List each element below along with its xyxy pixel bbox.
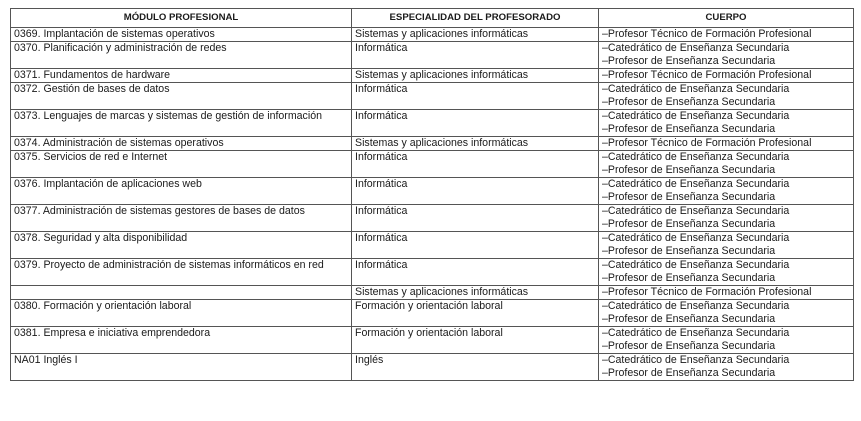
cell-especialidad: Informática [352, 42, 599, 69]
cell-cuerpo [599, 354, 854, 381]
cell-especialidad: Informática [352, 178, 599, 205]
header-modulo: MÓDULO PROFESIONAL [11, 9, 352, 28]
cuerpo-line: –Profesor de Enseñanza Secundaria [602, 366, 776, 379]
cell-cuerpo [599, 83, 854, 110]
cell-modulo: 0374. Administración de sistemas operativos [11, 137, 352, 151]
cell-especialidad: Informática [352, 205, 599, 232]
table-row [11, 354, 854, 381]
cell-cuerpo [599, 327, 854, 354]
cell-modulo: 0379. Proyecto de administración de sistemas informáticos en red [11, 259, 352, 286]
table-row [11, 300, 854, 327]
cuerpo-line: –Catedrático de Enseñanza Secundaria [602, 259, 790, 271]
cuerpo-line: –Catedrático de Enseñanza Secundaria [602, 327, 790, 339]
cell-especialidad: Sistemas y aplicaciones informáticas [352, 286, 599, 300]
header-especialidad: ESPECIALIDAD DEL PROFESORADO [352, 9, 599, 28]
cuerpo-line: –Profesor de Enseñanza Secundaria [602, 217, 776, 230]
cuerpo-line: –Catedrático de Enseñanza Secundaria [602, 300, 790, 312]
table-row [11, 259, 854, 286]
cuerpo-line: –Profesor de Enseñanza Secundaria [602, 95, 776, 108]
cuerpo-line: –Catedrático de Enseñanza Secundaria [602, 42, 790, 54]
cell-modulo: 0380. Formación y orientación laboral [11, 300, 352, 327]
cell-especialidad: Informática [352, 259, 599, 286]
cuerpo-line: –Profesor Técnico de Formación Profesional [602, 137, 812, 149]
cell-modulo [11, 286, 352, 300]
cell-cuerpo [599, 205, 854, 232]
cell-modulo: 0372. Gestión de bases de datos [11, 83, 352, 110]
cell-cuerpo [599, 300, 854, 327]
cell-modulo: 0376. Implantación de aplicaciones web [11, 178, 352, 205]
cell-modulo: 0370. Planificación y administración de redes [11, 42, 352, 69]
cell-modulo: 0371. Fundamentos de hardware [11, 69, 352, 83]
table-row [11, 286, 854, 300]
table-row [11, 178, 854, 205]
cuerpo-line: –Profesor de Enseñanza Secundaria [602, 122, 776, 135]
cell-modulo: 0378. Seguridad y alta disponibilidad [11, 232, 352, 259]
cell-especialidad: Sistemas y aplicaciones informáticas [352, 28, 599, 42]
cell-modulo: 0375. Servicios de red e Internet [11, 151, 352, 178]
cell-especialidad: Informática [352, 83, 599, 110]
cell-especialidad: Informática [352, 151, 599, 178]
table-row [11, 110, 854, 137]
cuerpo-line: –Catedrático de Enseñanza Secundaria [602, 83, 790, 95]
cell-cuerpo [599, 42, 854, 69]
cell-especialidad: Sistemas y aplicaciones informáticas [352, 69, 599, 83]
cuerpo-line: –Catedrático de Enseñanza Secundaria [602, 110, 790, 122]
cell-cuerpo [599, 28, 854, 42]
cell-especialidad: Formación y orientación laboral [352, 327, 599, 354]
cuerpo-line: –Catedrático de Enseñanza Secundaria [602, 205, 790, 217]
cell-modulo: 0377. Administración de sistemas gestores de bases de datos [11, 205, 352, 232]
cell-especialidad: Informática [352, 232, 599, 259]
cuerpo-line: –Catedrático de Enseñanza Secundaria [602, 151, 790, 163]
cuerpo-line: –Profesor Técnico de Formación Profesional [602, 69, 812, 81]
cell-cuerpo [599, 232, 854, 259]
cuerpo-line: –Profesor de Enseñanza Secundaria [602, 339, 776, 352]
cuerpo-line: –Profesor de Enseñanza Secundaria [602, 312, 776, 325]
cell-cuerpo [599, 259, 854, 286]
profesorado-table [10, 8, 854, 381]
cuerpo-line: –Profesor de Enseñanza Secundaria [602, 163, 776, 176]
cell-cuerpo [599, 69, 854, 83]
cell-especialidad: Inglés [352, 354, 599, 381]
cuerpo-line: –Catedrático de Enseñanza Secundaria [602, 232, 790, 244]
table-row [11, 83, 854, 110]
table-row [11, 137, 854, 151]
cell-especialidad: Formación y orientación laboral [352, 300, 599, 327]
table-row [11, 69, 854, 83]
table-row [11, 28, 854, 42]
cell-modulo: 0373. Lenguajes de marcas y sistemas de gestión de información [11, 110, 352, 137]
cuerpo-line: –Profesor de Enseñanza Secundaria [602, 271, 776, 284]
cell-modulo: 0369. Implantación de sistemas operativos [11, 28, 352, 42]
cuerpo-line: –Profesor de Enseñanza Secundaria [602, 54, 776, 67]
cell-especialidad: Sistemas y aplicaciones informáticas [352, 137, 599, 151]
cuerpo-line: –Profesor Técnico de Formación Profesional [602, 28, 812, 40]
cuerpo-line: –Profesor Técnico de Formación Profesional [602, 286, 812, 298]
table-row [11, 42, 854, 69]
table-row [11, 205, 854, 232]
table-row [11, 151, 854, 178]
cuerpo-line: –Catedrático de Enseñanza Secundaria [602, 178, 790, 190]
cell-modulo: 0381. Empresa e iniciativa emprendedora [11, 327, 352, 354]
cuerpo-line: –Catedrático de Enseñanza Secundaria [602, 354, 790, 366]
header-row [11, 9, 854, 28]
cell-cuerpo [599, 286, 854, 300]
cell-cuerpo [599, 151, 854, 178]
table-row [11, 327, 854, 354]
cuerpo-line: –Profesor de Enseñanza Secundaria [602, 244, 776, 257]
cell-cuerpo [599, 137, 854, 151]
header-cuerpo: CUERPO [599, 9, 854, 28]
cell-cuerpo [599, 178, 854, 205]
cell-cuerpo [599, 110, 854, 137]
cell-modulo: NA01 Inglés I [11, 354, 352, 381]
table-row [11, 232, 854, 259]
cuerpo-line: –Profesor de Enseñanza Secundaria [602, 190, 776, 203]
cell-especialidad: Informática [352, 110, 599, 137]
